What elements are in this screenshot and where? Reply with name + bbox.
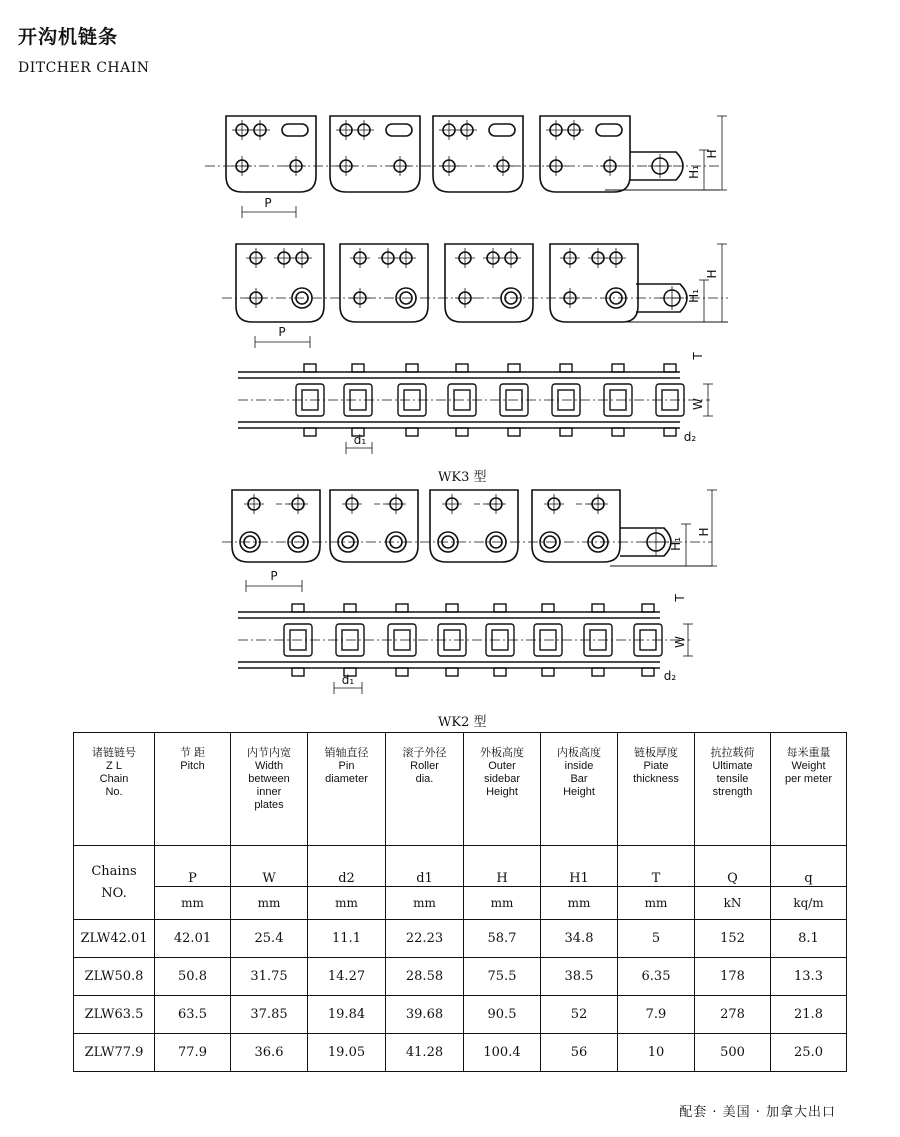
dim-label-d2: d₂: [663, 669, 677, 683]
page-subtitle: DITCHER CHAIN: [18, 60, 150, 76]
table-cell: 63.5: [155, 996, 231, 1034]
table-cell: 100.4: [464, 1034, 541, 1072]
table-cell: 6.35: [618, 958, 695, 996]
table-cell: 14.27: [308, 958, 386, 996]
dim-label-p: P: [278, 325, 286, 339]
col-header-pitch: 节 距 Pitch: [155, 733, 231, 846]
table-cell: 11.1: [308, 920, 386, 958]
pin-head: [508, 428, 520, 436]
dim-label-d2: d₂: [683, 430, 697, 444]
chain-plate: [330, 116, 420, 192]
pin-head: [542, 668, 554, 676]
symbol-row: [74, 846, 847, 887]
table-cell: 36.6: [231, 1034, 308, 1072]
pin-head: [344, 604, 356, 612]
dim-label-h1: H₁: [669, 537, 683, 551]
pin-head: [612, 428, 624, 436]
table-cell: 34.8: [541, 920, 618, 958]
dim-label-w: W: [691, 398, 705, 410]
pin-head: [446, 668, 458, 676]
chain-plate: [226, 116, 316, 192]
slot: [596, 124, 622, 136]
spec-table: [73, 732, 847, 1072]
dim-label-t: T: [691, 352, 705, 360]
symbol-cell: T: [618, 846, 695, 887]
pin-head: [664, 428, 676, 436]
table-cell: 5: [618, 920, 695, 958]
pin-head: [456, 364, 468, 372]
pin-head: [592, 668, 604, 676]
table-cell: 21.8: [771, 996, 847, 1034]
figure-4-side-view: [222, 490, 717, 592]
table-cell: 278: [695, 996, 771, 1034]
table-cell: 75.5: [464, 958, 541, 996]
chain-plate: [445, 244, 533, 322]
table-cell: 19.05: [308, 1034, 386, 1072]
dim-label-p: P: [264, 196, 272, 210]
table-cell: 56: [541, 1034, 618, 1072]
pin-head: [304, 428, 316, 436]
table-row: [74, 1034, 847, 1072]
table-cell: 10: [618, 1034, 695, 1072]
dim-label-h: H: [705, 269, 719, 279]
pin-head: [446, 604, 458, 612]
unit-cell: mm: [155, 887, 231, 920]
table-cell: 28.58: [386, 958, 464, 996]
pin-head: [642, 668, 654, 676]
pin-head: [292, 668, 304, 676]
unit-cell: mm: [541, 887, 618, 920]
col-header-width: 内节内宽 Width between inner plates: [231, 733, 308, 846]
page-title: 开沟机链条: [18, 26, 119, 48]
pin-head: [352, 364, 364, 372]
pin-head: [494, 668, 506, 676]
dim-label-w: W: [673, 636, 687, 648]
dim-label-h1: H₁: [687, 165, 701, 179]
table-cell: 50.8: [155, 958, 231, 996]
table-cell: 31.75: [231, 958, 308, 996]
chain-plate: [540, 116, 630, 192]
symbol-cell: H1: [541, 846, 618, 887]
figure-1-side-view: [205, 116, 727, 218]
pin-head: [396, 668, 408, 676]
dim-label-p: P: [270, 569, 278, 583]
table-cell: 77.9: [155, 1034, 231, 1072]
col-header-outer-height: 外板高度 Outer sidebar Height: [464, 733, 541, 846]
chain-model: ZLW63.5: [74, 996, 155, 1034]
unit-cell: mm: [308, 887, 386, 920]
pin-head: [592, 604, 604, 612]
table-cell: 500: [695, 1034, 771, 1072]
unit-cell: kN: [695, 887, 771, 920]
table-cell: 52: [541, 996, 618, 1034]
symbol-cell: Q: [695, 846, 771, 887]
table-cell: 25.0: [771, 1034, 847, 1072]
col-header-weight: 每米重量 Weight per meter: [771, 733, 847, 846]
table-row: [74, 958, 847, 996]
pin-head: [612, 364, 624, 372]
pin-head: [406, 364, 418, 372]
dim-label-t: T: [673, 594, 687, 602]
figure-5-top-view: [238, 604, 693, 694]
chain-model: ZLW77.9: [74, 1034, 155, 1072]
chain-plate: [236, 244, 324, 322]
chain-plate: [550, 244, 638, 322]
table-cell: 19.84: [308, 996, 386, 1034]
dim-label-h: H: [697, 527, 711, 537]
table-cell: 25.4: [231, 920, 308, 958]
table-cell: 41.28: [386, 1034, 464, 1072]
table-cell: 38.5: [541, 958, 618, 996]
pin-head: [396, 604, 408, 612]
unit-cell: mm: [618, 887, 695, 920]
unit-cell: mm: [386, 887, 464, 920]
table-cell: 37.85: [231, 996, 308, 1034]
col-header-roller-dia: 滚子外径 Roller dia.: [386, 733, 464, 846]
unit-cell: mm: [464, 887, 541, 920]
pin-head: [456, 428, 468, 436]
table-cell: 152: [695, 920, 771, 958]
chain-model: ZLW42.01: [74, 920, 155, 958]
pin-head: [494, 604, 506, 612]
slot: [489, 124, 515, 136]
pin-head: [560, 364, 572, 372]
table-cell: 39.68: [386, 996, 464, 1034]
symbol-cell: d2: [308, 846, 386, 887]
pin-head: [642, 604, 654, 612]
dim-label-d1: d₁: [341, 673, 355, 687]
table-cell: 22.23: [386, 920, 464, 958]
pin-head: [508, 364, 520, 372]
dim-label-h: H: [705, 149, 719, 159]
col-header-plate-thickness: 链板厚度 Piate thickness: [618, 733, 695, 846]
symbol-cell: H: [464, 846, 541, 887]
table-cell: 7.9: [618, 996, 695, 1034]
col-header-chain-no: 诸链链号 Z L Chain No.: [74, 733, 155, 846]
symbol-cell: q: [771, 846, 847, 887]
table-cell: 90.5: [464, 996, 541, 1034]
footer-note: 配套 · 美国 · 加拿大出口: [679, 1105, 836, 1120]
pin-head: [664, 364, 676, 372]
header-row: [74, 733, 847, 846]
pin-head: [560, 428, 572, 436]
pin-head: [542, 604, 554, 612]
unit-row: [74, 887, 847, 920]
slot: [282, 124, 308, 136]
symbol-cell: d1: [386, 846, 464, 887]
table-cell: 8.1: [771, 920, 847, 958]
chain-plate: [340, 244, 428, 322]
pin-head: [406, 428, 418, 436]
col-header-pin-diameter: 销轴直径 Pin diameter: [308, 733, 386, 846]
wk3-caption: WK3 型: [438, 470, 487, 485]
symbol-cell: P: [155, 846, 231, 887]
pin-head: [304, 364, 316, 372]
col-header-tensile-strength: 抗拉载荷 Ultimate tensile strength: [695, 733, 771, 846]
table-cell: 42.01: [155, 920, 231, 958]
unit-cell: kq/m: [771, 887, 847, 920]
pin-head: [292, 604, 304, 612]
chain-plate: [433, 116, 523, 192]
figure-2-side-view: [222, 244, 728, 348]
table-row: [74, 920, 847, 958]
table-cell: 58.7: [464, 920, 541, 958]
unit-cell: mm: [231, 887, 308, 920]
table-row: [74, 996, 847, 1034]
wk2-caption: WK2 型: [438, 715, 487, 730]
table-cell: 13.3: [771, 958, 847, 996]
dim-label-h1: H₁: [687, 289, 701, 303]
chains-no-label: Chains NO.: [74, 846, 155, 920]
dim-label-d1: d₁: [353, 433, 367, 447]
symbol-cell: W: [231, 846, 308, 887]
chain-model: ZLW50.8: [74, 958, 155, 996]
figure-3-top-view: [238, 364, 713, 454]
table-cell: 178: [695, 958, 771, 996]
slot: [386, 124, 412, 136]
col-header-inner-height: 内板高度 inside Bar Height: [541, 733, 618, 846]
